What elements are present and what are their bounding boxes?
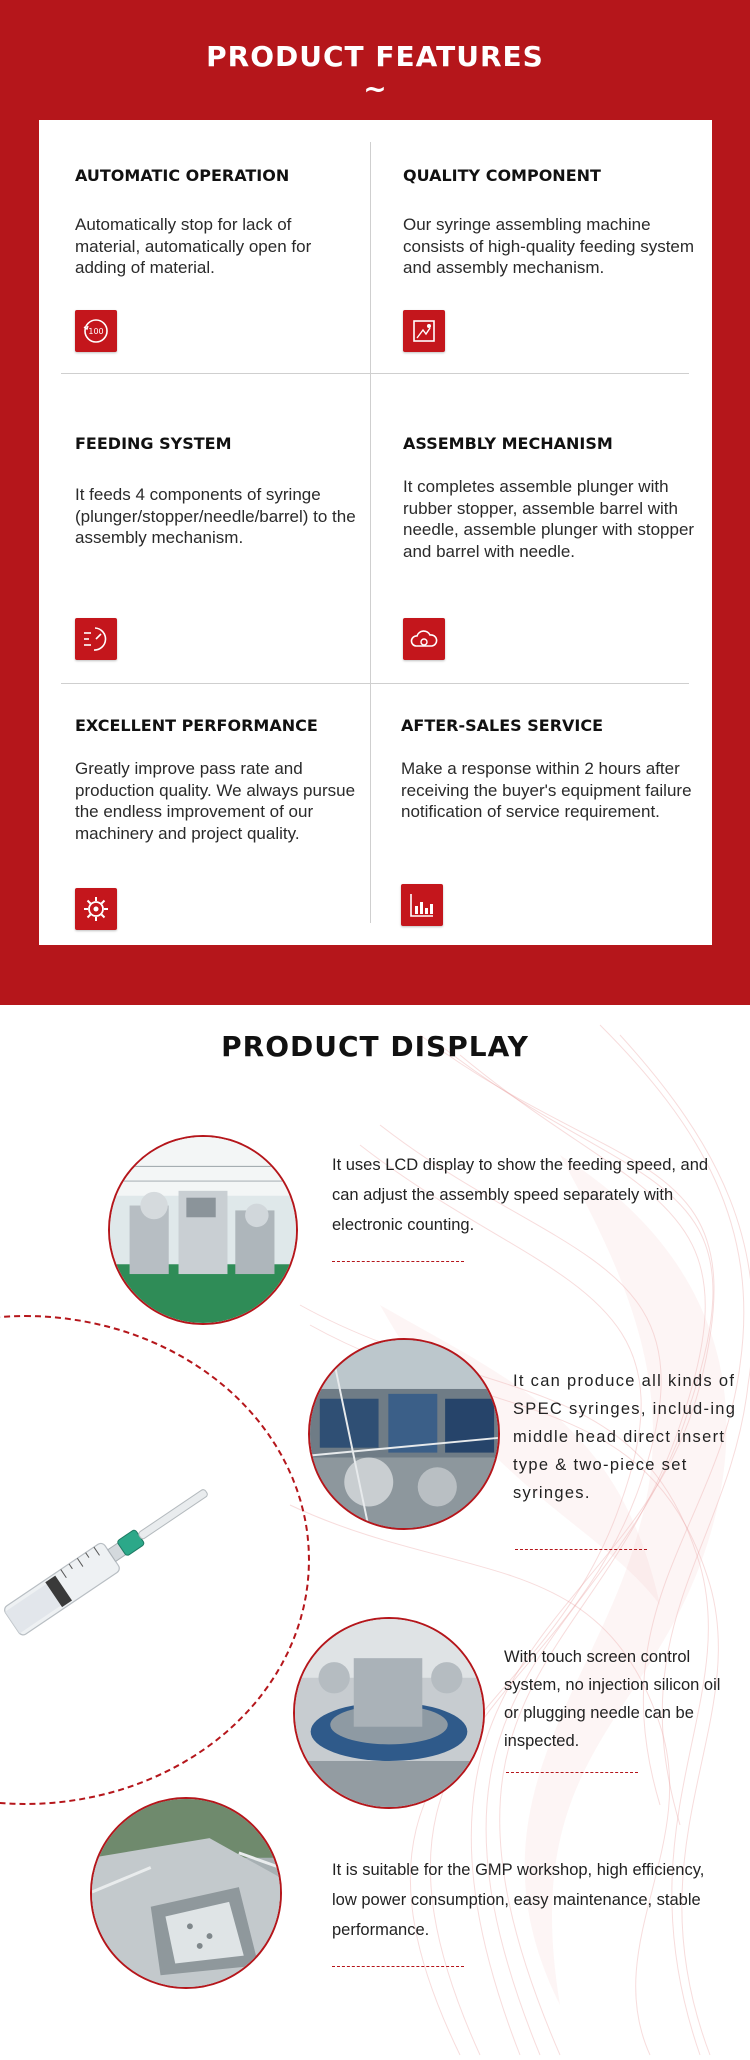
divider-horizontal xyxy=(61,683,689,684)
dashed-underline xyxy=(515,1549,647,1550)
feature-text: Our syringe assembling machine consists of high-quality feeding system and assembly mechanism. xyxy=(403,215,695,277)
feature-title: ASSEMBLY MECHANISM xyxy=(403,434,613,453)
feature-title: AUTOMATIC OPERATION xyxy=(75,166,290,185)
feature-text: It feeds 4 components of syringe (plunger/stopper/needle/barrel) to the assembly mechanism. xyxy=(75,485,356,547)
display-text-gmp: It is suitable for the GMP workshop, high efficiency, low power consumption, easy maintenance, stable performance. xyxy=(332,1861,705,1939)
feature-title: EXCELLENT PERFORMANCE xyxy=(75,716,318,735)
display-text-lcd: It uses LCD display to show the feeding speed, and can adjust the assembly speed separately with electronic counting. xyxy=(332,1156,709,1234)
stainless-hopper-photo xyxy=(90,1797,282,1989)
bar-chart-icon xyxy=(401,884,443,926)
feature-title: QUALITY COMPONENT xyxy=(403,166,601,185)
feature-text: Make a response within 2 hours after receiving the buyer's equipment failure notification of service requirement. xyxy=(401,759,692,821)
feature-text: Greatly improve pass rate and production quality. We always pursue the endless improvement of our machinery and project quality. xyxy=(75,759,356,843)
display-text-touch: With touch screen control system, no injection silicon oil or plugging needle can be inspected. xyxy=(504,1648,721,1750)
machine-hall-photo xyxy=(108,1135,298,1325)
feature-quality-component xyxy=(403,166,703,277)
rotary-table-photo xyxy=(293,1617,485,1809)
feature-excellent-performance xyxy=(75,716,375,843)
assembly-line-photo xyxy=(308,1338,500,1530)
display-title: PRODUCT DISPLAY xyxy=(221,1030,529,1063)
syringe-photo xyxy=(0,1435,240,1665)
svg-text:100: 100 xyxy=(88,327,104,336)
dashed-underline xyxy=(506,1772,638,1773)
dashed-underline xyxy=(332,1966,464,1967)
feature-title: FEEDING SYSTEM xyxy=(75,434,232,453)
gear-icon xyxy=(75,888,117,930)
feature-after-sales-service xyxy=(401,716,701,821)
feature-automatic-operation xyxy=(75,166,375,336)
cloud-gear-icon xyxy=(403,618,445,660)
divider-horizontal xyxy=(61,373,689,374)
feature-assembly-mechanism xyxy=(403,434,703,561)
features-card xyxy=(39,120,712,945)
speedometer-icon xyxy=(75,618,117,660)
dashed-underline xyxy=(332,1261,464,1262)
feature-text: Automatically stop for lack of material, automatically open for adding of material. xyxy=(75,215,312,277)
display-text-spec: It can produce all kinds of SPEC syringes, includ-ing middle head direct insert type & two-piece set syringes. xyxy=(513,1372,737,1502)
features-tilde-ornament: ~ xyxy=(363,72,387,105)
timer-100-icon xyxy=(75,310,117,352)
feature-feeding-system xyxy=(75,434,375,547)
product-features-section xyxy=(0,0,750,1005)
features-title: PRODUCT FEATURES xyxy=(206,40,544,73)
divider-vertical xyxy=(370,142,371,923)
feature-text: It completes assemble plunger with rubber stopper, assemble barrel with needle, assemble plunger with stopper and barrel with needle. xyxy=(403,477,695,561)
feature-title: AFTER-SALES SERVICE xyxy=(401,716,604,735)
component-icon xyxy=(403,310,445,352)
